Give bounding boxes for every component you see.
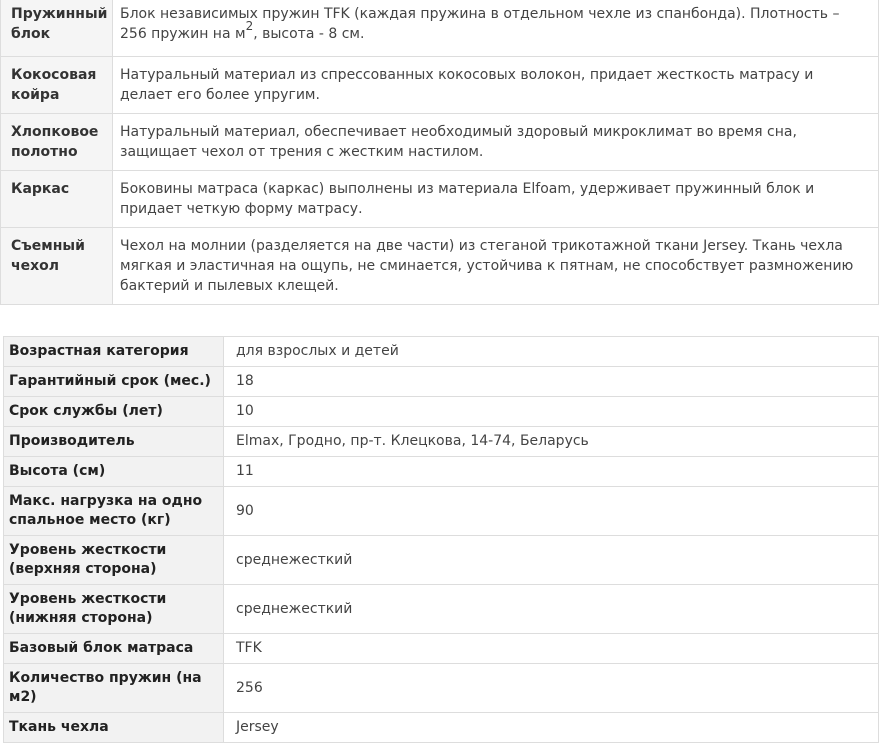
material-name: Кокосовая койра (1, 57, 113, 114)
material-row (1, 171, 879, 228)
spec-value: Elmax, Гродно, пр-т. Клецкова, 14-74, Беларусь (224, 427, 879, 457)
material-description: Чехол на молнии (разделяется на две части) из стеганой трикотажной ткани Jersey. Ткань чехла мягкая и эластичная на ощупь, не сминается, устойчива к пятнам, не способствует размножению бактерий и пылевых клещей. (113, 228, 879, 305)
spec-name: Гарантийный срок (мес.) (4, 367, 224, 397)
spec-row (4, 397, 879, 427)
superscript: 2 (245, 19, 254, 34)
spec-name: Срок службы (лет) (4, 397, 224, 427)
spec-row (4, 367, 879, 397)
spec-value: среднежесткий (224, 585, 879, 634)
material-row (1, 114, 879, 171)
spec-name: Количество пружин (на м2) (4, 664, 224, 713)
spec-row (4, 487, 879, 536)
material-description-text: , высота - 8 см. (253, 26, 365, 42)
spec-name: Возрастная категория (4, 337, 224, 367)
spec-row (4, 457, 879, 487)
spec-row (4, 713, 879, 743)
material-description-text: Блок независимых пружин TFK (каждая пружина в отдельном чехле из спанбонда). Плотность – 256 пружин на м (120, 6, 840, 42)
spec-value: TFK (224, 634, 879, 664)
spec-value: 90 (224, 487, 879, 536)
material-description: Боковины матраса (каркас) выполнены из материала Elfoam, удерживает пружинный блок и придает четкую форму матрасу. (113, 171, 879, 228)
material-name: Каркас (1, 171, 113, 228)
material-name: Хлопковое полотно (1, 114, 113, 171)
spec-name: Уровень жесткости (нижняя сторона) (4, 585, 224, 634)
spec-row (4, 536, 879, 585)
spec-value: 10 (224, 397, 879, 427)
spec-row (4, 585, 879, 634)
spec-name: Макс. нагрузка на одно спальное место (кг) (4, 487, 224, 536)
spec-name: Производитель (4, 427, 224, 457)
material-row (1, 0, 879, 57)
spec-row (4, 427, 879, 457)
spec-value: Jersey (224, 713, 879, 743)
spec-row (4, 337, 879, 367)
material-description: Натуральный материал, обеспечивает необходимый здоровый микроклимат во время сна, защищает чехол от трения с жестким настилом. (113, 114, 879, 171)
spec-value: среднежесткий (224, 536, 879, 585)
spec-value: 256 (224, 664, 879, 713)
spec-name: Высота (см) (4, 457, 224, 487)
spec-value: 11 (224, 457, 879, 487)
material-description (113, 0, 879, 57)
material-name: Съемный чехол (1, 228, 113, 305)
specs-table (3, 336, 879, 743)
materials-table (0, 0, 879, 305)
material-row (1, 228, 879, 305)
spec-value: для взрослых и детей (224, 337, 879, 367)
spec-value: 18 (224, 367, 879, 397)
material-row (1, 57, 879, 114)
spec-name: Базовый блок матраса (4, 634, 224, 664)
material-name: Пружинный блок (1, 0, 113, 57)
material-description: Натуральный материал из спрессованных кокосовых волокон, придает жесткость матрасу и делает его более упругим. (113, 57, 879, 114)
spec-name: Уровень жесткости (верхняя сторона) (4, 536, 224, 585)
spec-row (4, 664, 879, 713)
spec-name: Ткань чехла (4, 713, 224, 743)
spec-row (4, 634, 879, 664)
